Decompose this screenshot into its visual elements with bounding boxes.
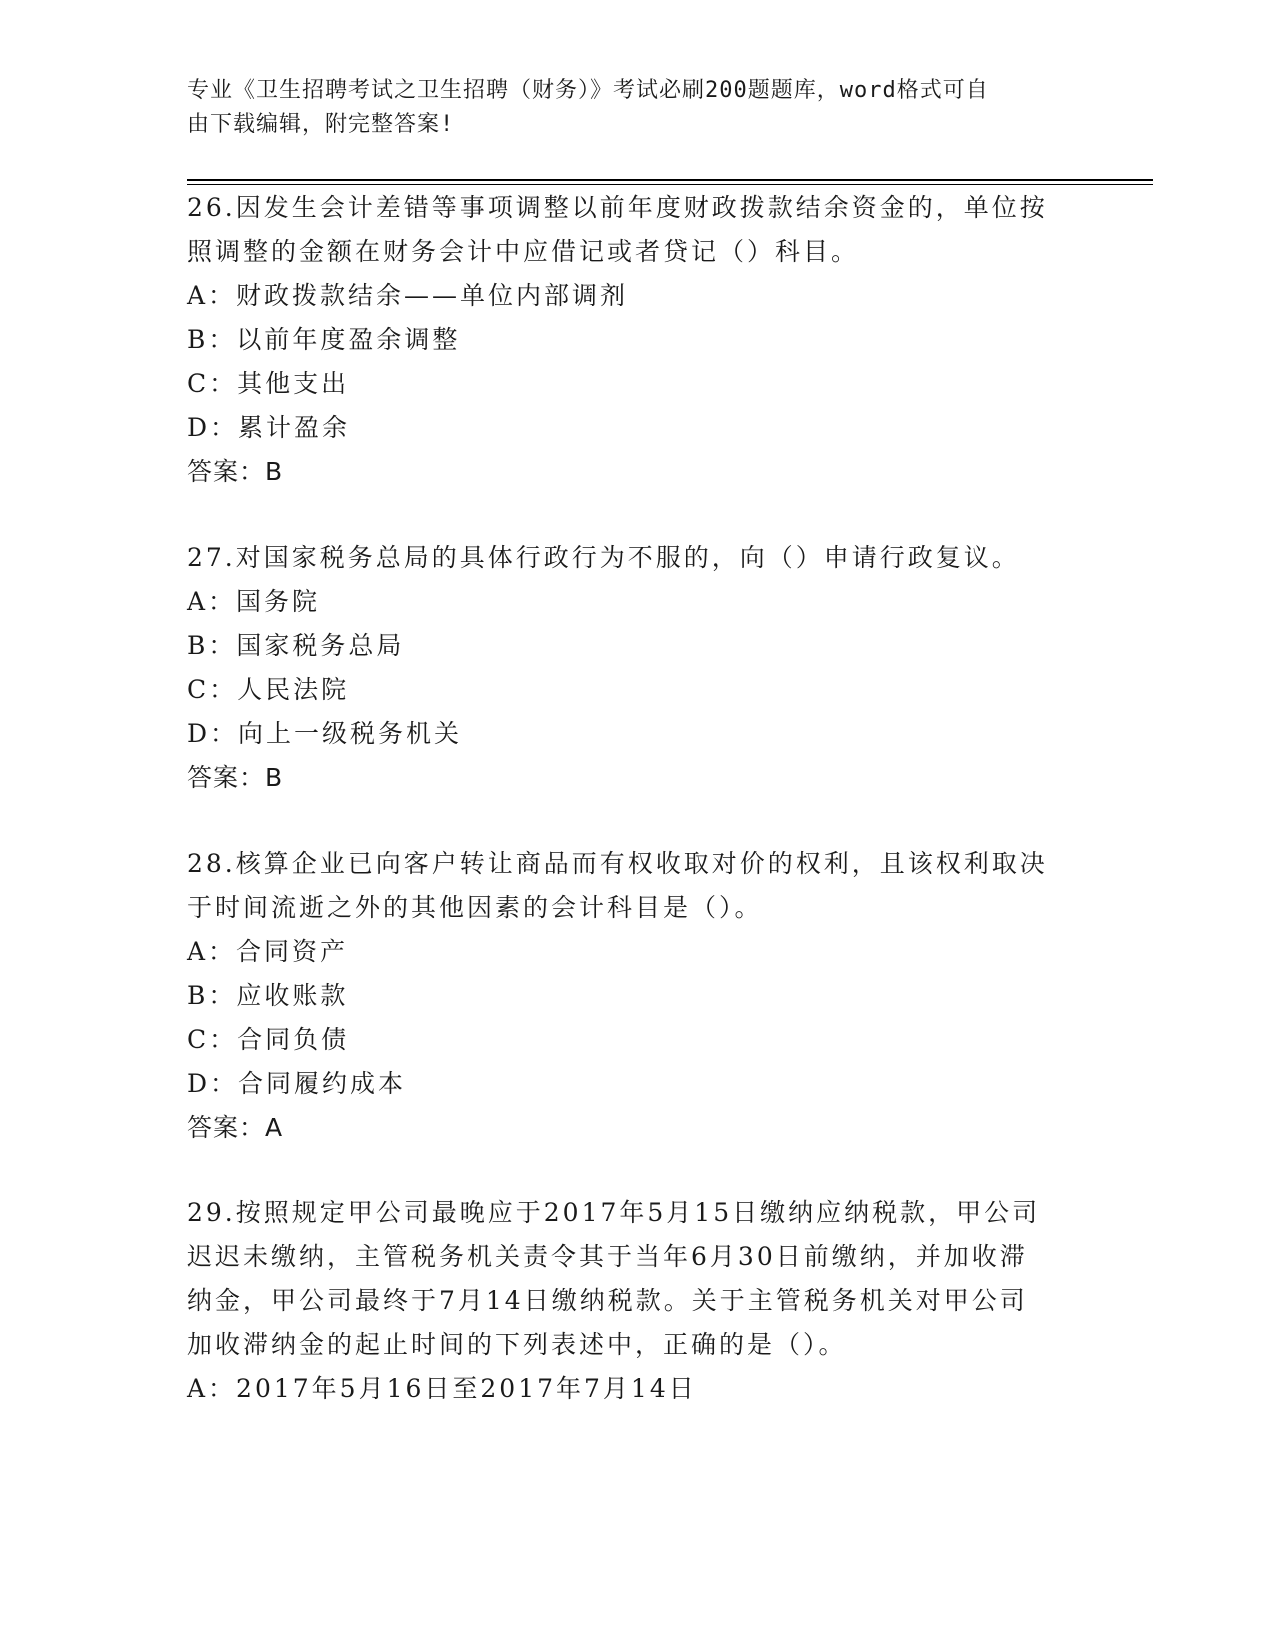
stem-line: 28.核算企业已向客户转让商品而有权收取对价的权利，且该权利取决 [187, 849, 1048, 878]
option-c: C：人民法院 [187, 675, 350, 704]
question-stem [187, 1191, 1077, 1367]
question-26 [187, 186, 1077, 494]
question-stem [187, 842, 1077, 930]
stem-line: 27.对国家税务总局的具体行政行为不服的，向（）申请行政复议。 [187, 543, 1020, 572]
option-c: C：其他支出 [187, 369, 350, 398]
option-a: A：国务院 [187, 587, 321, 616]
question-27 [187, 536, 1077, 800]
option-a: A：2017年5月16日至2017年7月14日 [187, 1374, 697, 1403]
question-stem [187, 186, 1077, 274]
option-d: D：向上一级税务机关 [187, 719, 463, 748]
option-a: A：财政拨款结余——单位内部调剂 [187, 281, 629, 310]
question-28 [187, 842, 1077, 1150]
answer: 答案：B [187, 457, 284, 486]
header-divider-thin [187, 184, 1153, 185]
option-c: C：合同负债 [187, 1025, 350, 1054]
stem-line: 26.因发生会计差错等事项调整以前年度财政拨款结余资金的，单位按 [187, 193, 1048, 222]
stem-line: 迟迟未缴纳，主管税务机关责令其于当年6月30日前缴纳，并加收滞 [187, 1242, 1028, 1271]
answer: 答案：A [187, 1113, 284, 1142]
stem-line: 纳金，甲公司最终于7月14日缴纳税款。关于主管税务机关对甲公司 [187, 1286, 1028, 1315]
option-d: D：合同履约成本 [187, 1069, 407, 1098]
header-divider-thick [187, 179, 1153, 181]
answer: 答案：B [187, 763, 284, 792]
question-29 [187, 1191, 1077, 1411]
header-line-2: 由下载编辑，附完整答案! [187, 112, 455, 137]
stem-line: 29.按照规定甲公司最晚应于2017年5月15日缴纳应纳税款，甲公司 [187, 1198, 1041, 1227]
option-b: B：应收账款 [187, 981, 349, 1010]
stem-line: 于时间流逝之外的其他因素的会计科目是（）。 [187, 893, 763, 922]
stem-line: 加收滞纳金的起止时间的下列表述中，正确的是（）。 [187, 1330, 847, 1359]
option-d: D：累计盈余 [187, 413, 351, 442]
document-header [187, 74, 1067, 142]
option-a: A：合同资产 [187, 937, 349, 966]
question-stem [187, 536, 1077, 580]
header-line-1: 专业《卫生招聘考试之卫生招聘（财务）》考试必刷200题题库，word格式可自 [187, 78, 989, 103]
option-b: B：国家税务总局 [187, 631, 405, 660]
stem-line: 照调整的金额在财务会计中应借记或者贷记（）科目。 [187, 237, 860, 266]
option-b: B：以前年度盈余调整 [187, 325, 461, 354]
